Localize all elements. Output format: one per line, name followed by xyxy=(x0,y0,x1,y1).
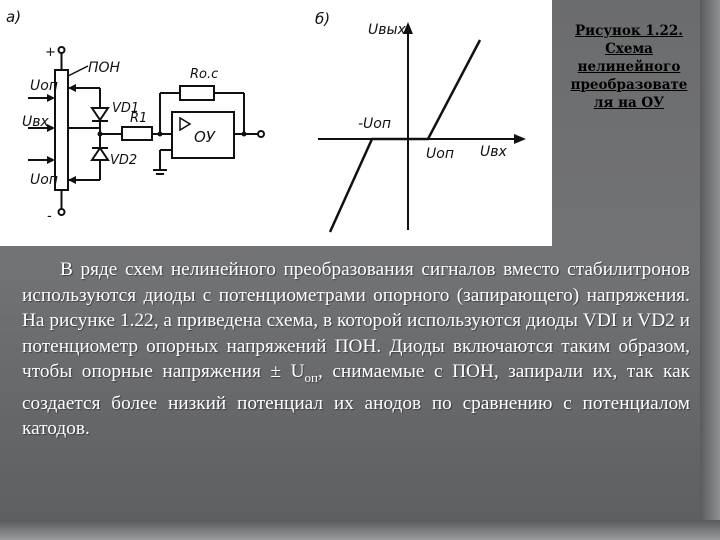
bottom-edge-strip xyxy=(0,520,720,540)
resistor-r1 xyxy=(122,127,152,140)
figure-caption: Рисунок 1.22. Схема нелинейного преобразовате ля на ОУ xyxy=(570,23,688,111)
svg-text:+: + xyxy=(45,45,56,60)
label-pos-uop: Uоп xyxy=(426,146,454,162)
label-uop-bottom: Uоп xyxy=(30,172,58,188)
label-neg-uop: -Uоп xyxy=(358,116,392,132)
figure-image xyxy=(0,0,552,246)
label-opamp: ОУ xyxy=(194,128,215,146)
transfer-curve xyxy=(330,40,480,232)
body-paragraph xyxy=(22,257,690,442)
diode-vd2 xyxy=(92,148,108,160)
label-r1: R1 xyxy=(130,111,148,126)
label-x-axis: Uвх xyxy=(480,144,507,160)
right-edge-strip xyxy=(700,0,720,540)
terminal-bottom xyxy=(59,209,65,215)
label-uvx: Uвх xyxy=(22,114,49,130)
label-uop-top: Uоп xyxy=(30,78,58,94)
panel-a-label: а) xyxy=(6,8,22,26)
label-roc: Rо.с xyxy=(190,67,219,82)
paragraph-part-1: В ряде схем нелинейного преобразования сигналов вместо стабилитронов используются диоды с потенциометрами опорного (запирающего) напряжения. На рисунке 1.22, а приведена схема, в которой используются диоды VDI и VD2 и потенциометр опорных напряжений ПОН. Диоды включаются таким образом, чтобы опорные напряжения ± U xyxy=(22,259,690,383)
circuit-diagram xyxy=(0,0,552,246)
label-vd1: VD1 xyxy=(112,101,140,116)
diode-vd1 xyxy=(92,108,108,120)
paragraph-subscript: оп xyxy=(304,370,319,386)
paragraph-part-2: , снимаемые с ПОН, запирали их, так как создается более низкий потенциал их анодов по сравнению с потенциалом катодов. xyxy=(22,361,690,440)
panel-b-label: б) xyxy=(315,10,331,28)
terminal-top xyxy=(59,47,65,53)
svg-text:-: - xyxy=(47,209,52,224)
label-vd2: VD2 xyxy=(110,153,138,168)
label-pon: ПОН xyxy=(88,60,121,76)
resistor-roc xyxy=(180,86,214,100)
label-y-axis: Uвых xyxy=(368,22,406,38)
